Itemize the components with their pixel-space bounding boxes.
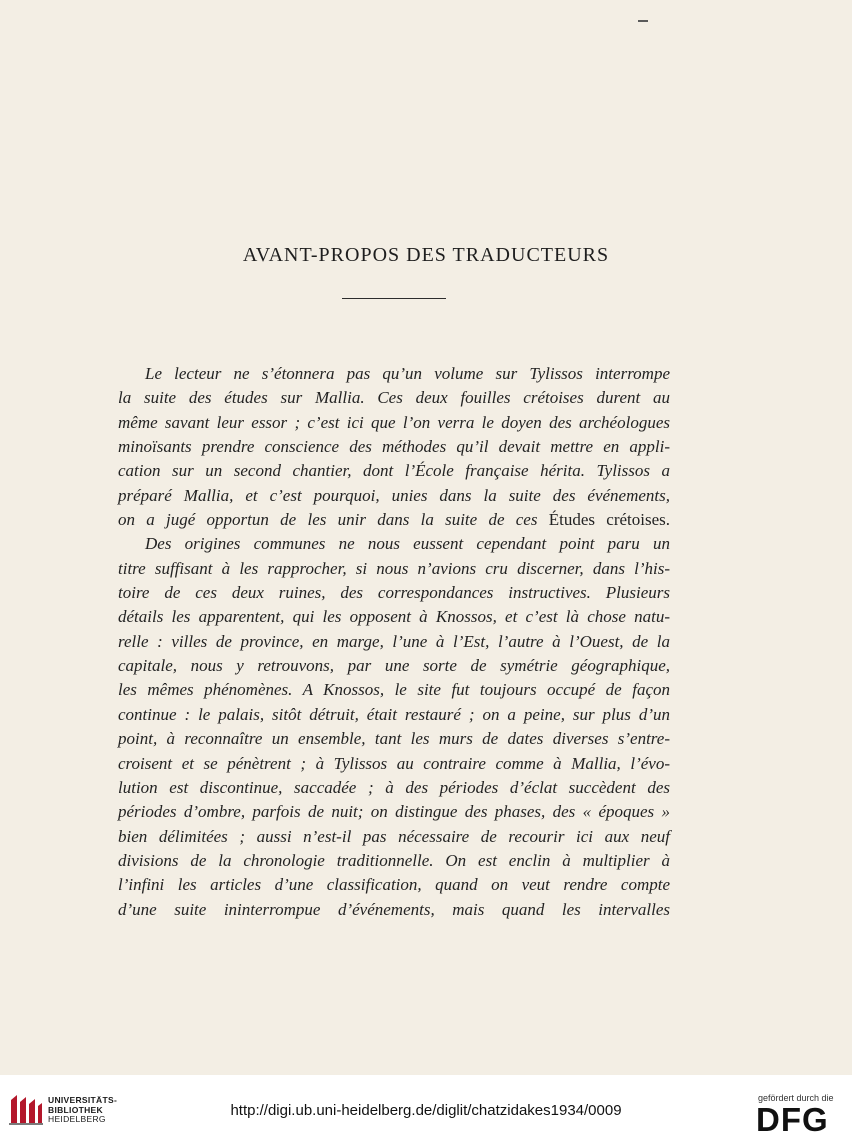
footer-bar xyxy=(0,1075,852,1145)
text-line: croisent et se pénètrent ; à Tylissos au contraire comme à Mallia, l’évo- xyxy=(118,753,670,773)
text-line: la suite des études sur Mallia. Ces deux fouilles crétoises durent au xyxy=(118,388,670,408)
funding-caption: gefördert durch die xyxy=(758,1093,834,1103)
text-line: d’une suite ininterrompue d’événements, mais quand les intervalles xyxy=(118,899,670,919)
permalink-url[interactable]: http://digi.ub.uni-heidelberg.de/diglit/chatzidakes1934/0009 xyxy=(230,1102,622,1119)
title-rule xyxy=(342,298,446,299)
text-line: capitale, nous y retrouvons, par une sorte de symétrie géographique, xyxy=(118,656,670,676)
text-line: titre suffisant à les rapprocher, si nous n’avions cru discerner, dans l’his- xyxy=(118,558,670,578)
library-name-line: BIBLIOTHEK xyxy=(48,1104,103,1115)
text-line-roman: Études crétoises. xyxy=(548,510,671,530)
chapter-title: AVANT-PROPOS DES TRADUCTEURS xyxy=(242,244,610,266)
text-line: continue : le palais, sitôt détruit, était restauré ; on a peine, sur plus d’un xyxy=(118,704,670,724)
text-line-italic: on a jugé opportun de les unir dans la suite de ces xyxy=(118,510,538,530)
text-line: préparé Mallia, et c’est pourquoi, unies dans la suite des événements, xyxy=(118,485,670,505)
text-line: Le lecteur ne s’étonnera pas qu’un volume sur Tylissos interrompe xyxy=(145,364,670,383)
text-line: lution est discontinue, saccadée ; à des périodes d’éclat succèdent des xyxy=(118,777,670,797)
text-line: toire de ces deux ruines, des correspondances instructives. Plusieurs xyxy=(118,583,670,603)
body-text xyxy=(118,362,670,922)
text-line: relle : villes de province, en marge, l’une à l’Est, l’autre à l’Ouest, de la xyxy=(118,631,670,651)
text-line: même savant leur essor ; c’est ici que l’on verra le doyen des archéologues xyxy=(118,412,670,432)
text-line: divisions de la chronologie traditionnelle. On est enclin à multiplier à xyxy=(118,850,670,870)
text-line: périodes d’ombre, parfois de nuit; on distingue des phases, des « époques » xyxy=(118,802,670,822)
dfg-logo: DFG xyxy=(756,1101,829,1138)
text-line xyxy=(118,508,670,532)
text-line: point, à reconnaître un ensemble, tant les murs de dates diverses s’entre- xyxy=(118,729,670,749)
text-line: minoïsants prendre conscience des méthodes qu’il devait mettre en appli- xyxy=(118,437,670,457)
page-dash-mark xyxy=(638,20,648,22)
library-name-line: UNIVERSITÄTS- xyxy=(48,1095,118,1105)
text-line: cation sur un second chantier, dont l’École française hérita. Tylissos a xyxy=(118,461,670,481)
text-line: l’infini les articles d’une classification, quand on veut rendre compte xyxy=(118,875,670,895)
text-line: les mêmes phénomènes. A Knossos, le site fut toujours occupé de façon xyxy=(118,680,670,700)
text-line: Des origines communes ne nous eussent cependant point paru un xyxy=(145,534,670,554)
text-line: détails les apparentent, qui les opposent à Knossos, et c’est là chose natu- xyxy=(118,607,670,627)
library-name-line: HEIDELBERG xyxy=(48,1114,106,1124)
text-line: bien délimitées ; aussi n’est-il pas nécessaire de recourir ici aux neuf xyxy=(118,826,670,846)
